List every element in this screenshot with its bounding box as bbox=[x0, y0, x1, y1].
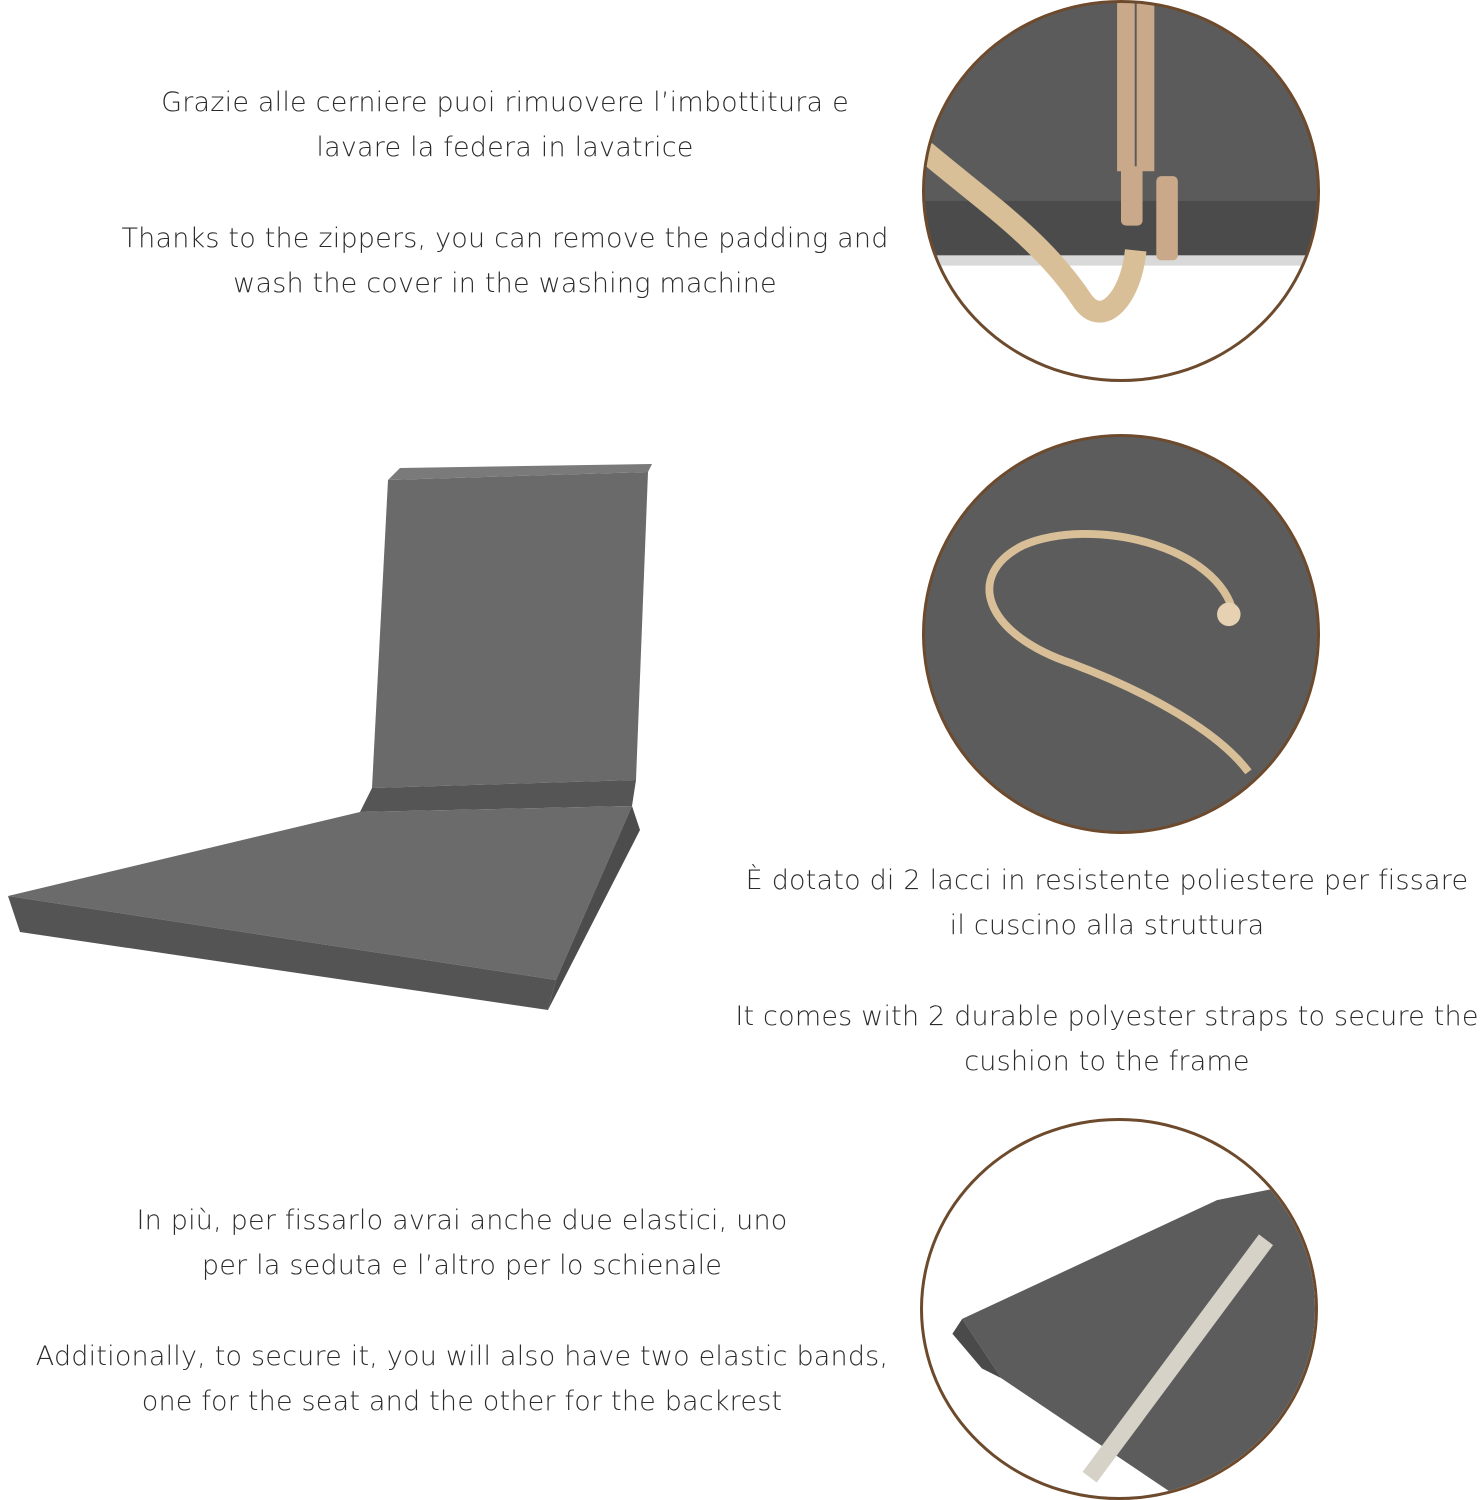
straps-description bbox=[732, 858, 1482, 1084]
elastic-text-it-line1: In più, per fissarlo avrai anche due elastici, uno bbox=[136, 1205, 788, 1236]
zipper-text-en-line1: Thanks to the zippers, you can remove the padding and bbox=[121, 223, 889, 254]
zipper-text-it-line2: lavare la federa in lavatrice bbox=[316, 132, 694, 163]
zipper-text-it-line1: Grazie alle cerniere puoi rimuovere l’imbottitura e bbox=[161, 87, 849, 118]
zipper-text-en-line2: wash the cover in the washing machine bbox=[233, 268, 777, 299]
elastic-text-en-line2: one for the seat and the other for the backrest bbox=[141, 1386, 783, 1417]
zipper-description bbox=[60, 80, 950, 306]
elastic-text-en-line1: Additionally, to secure it, you will also have two elastic bands, bbox=[35, 1341, 889, 1372]
elastic-description bbox=[0, 1198, 924, 1424]
straps-text-en-line2: cushion to the frame bbox=[964, 1046, 1250, 1077]
elastic-band-detail-image bbox=[920, 1118, 1318, 1500]
lounger-cushion-image bbox=[0, 460, 720, 1020]
straps-text-en-line1: It comes with 2 durable polyester straps to secure the bbox=[735, 1001, 1479, 1032]
elastic-text-it-line2: per la seduta e l’altro per lo schienale bbox=[201, 1250, 723, 1281]
zipper-detail-image bbox=[922, 0, 1320, 382]
straps-text-it-line2: il cuscino alla struttura bbox=[949, 910, 1265, 941]
straps-text-it-line1: È dotato di 2 lacci in resistente poliestere per fissare bbox=[745, 865, 1469, 896]
cord-detail-image bbox=[922, 434, 1320, 834]
